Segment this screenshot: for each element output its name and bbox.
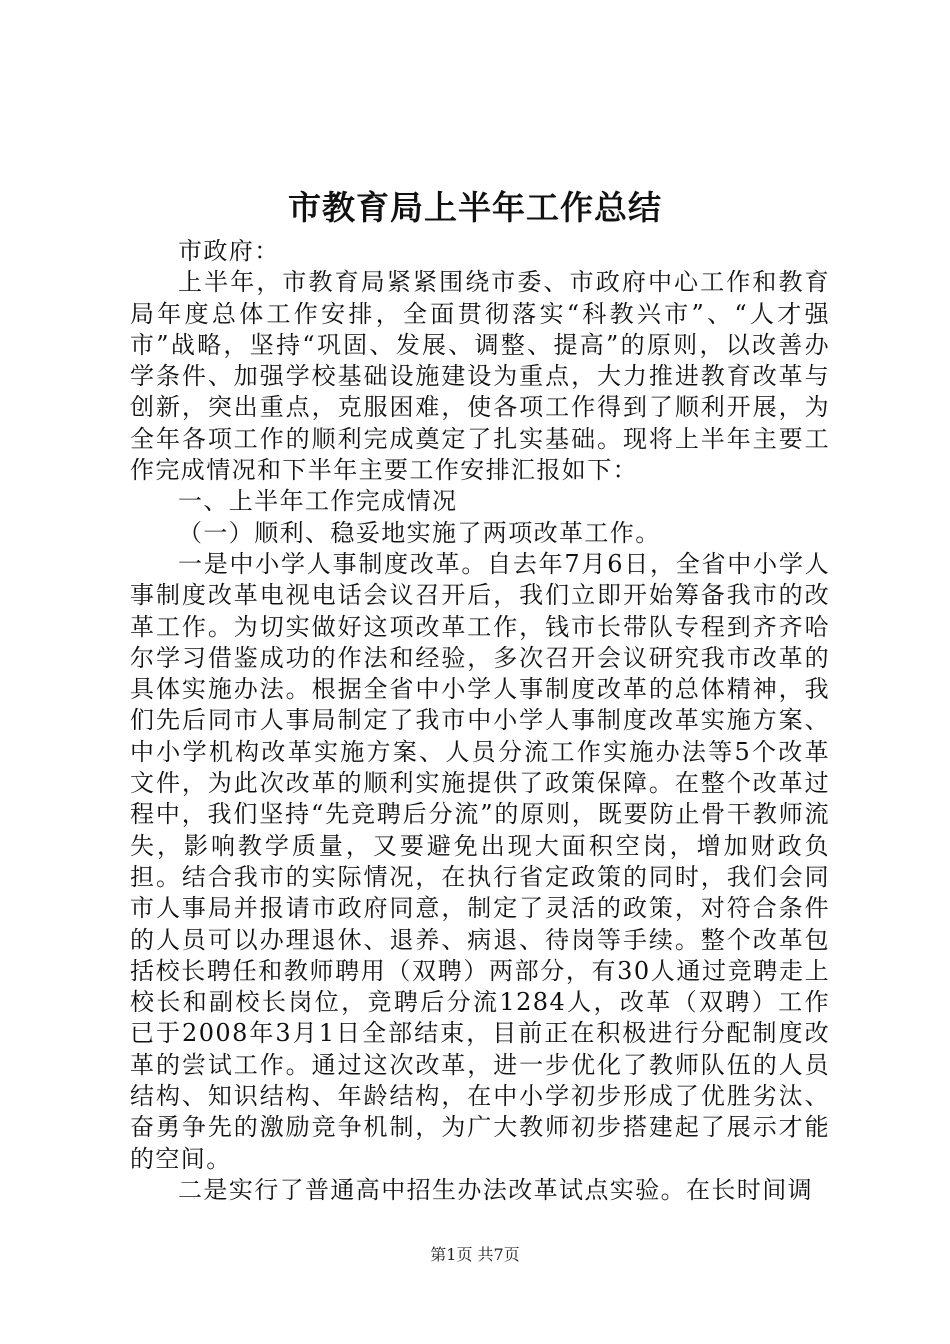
intro-paragraph: 上半年，市教育局紧紧围绕市委、市政府中心工作和教育局年度总体工作安排，全面贯彻落实“科教兴市”、“人才强市”战略，坚持“巩固、发展、调整、提高”的原则，以改善办学条件、加强学校基础设施建设为重点，大力推进教育改革与创新，突出重点，克服困难，使各项工作得到了顺利开展，为全年各项工作的顺利完成奠定了扎实基础。现将上半年主要工作完成情况和下半年主要工作安排汇报如下：: [130, 268, 830, 485]
body-paragraph: 二是实行了普通高中招生办法改革试点实验。在长时间调: [178, 1175, 813, 1204]
salutation: 市政府：: [178, 237, 280, 265]
body-paragraph: 一是中小学人事制度改革。自去年7月6日，全省中小学人事制度改革电视电话会议召开后，我们立即开始筹备我市的改革工作。为切实做好这项改革工作，钱市长带队专程到齐齐哈尔学习借鉴成功的作法和经验，多次召开会议研究我市改革的具体实施办法。根据全省中小学人事制度改革的总体精神，我们先后同市人事局制定了我市中小学人事制度改革实施方案、中小学机构改革实施方案、人员分流工作实施办法等5个改革文件，为此次改革的顺利实施提供了政策保障。在整个改革过程中，我们坚持“先竞聘后分流”的原则，既要防止骨干教师流失，影响教学质量，又要避免出现大面积空岗，增加财政负担。结合我市的实际情况，在执行省定政策的同时，我们会同市人事局并报请市政府同意，制定了灵活的政策，对符合条件的人员可以办理退休、退养、病退、待岗等手续。整个改革包括校长聘任和教师聘用（双聘）两部分，有30人通过竞聘走上校长和副校长岗位，竞聘后分流1284人，改革（双聘）工作已于2008年3月1日全部结束，目前正在积极进行分配制度改革的尝试工作。通过这次改革，进一步优化了教师队伍的人员结构、知识结构、年龄结构，在中小学初步形成了优胜劣汰、奋勇争先的激励竞争机制，为广大教师初步搭建起了展示才能的空间。: [130, 549, 830, 1173]
document-body: [130, 236, 830, 1206]
section-heading: 一、上半年工作完成情况: [178, 487, 458, 516]
page-number-footer: 第1页 共7页: [430, 1245, 520, 1264]
subsection-heading: （一）顺利、稳妥地实施了两项改革工作。: [178, 518, 661, 547]
document-title: 市教育局上半年工作总结: [288, 188, 662, 227]
